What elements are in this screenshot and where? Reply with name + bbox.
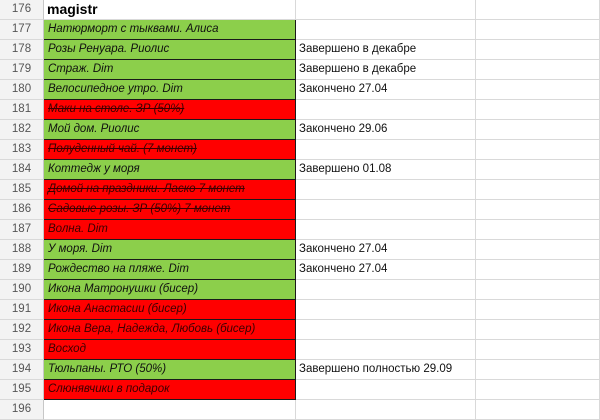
table-row (0, 200, 600, 220)
project-cell[interactable]: Домой на праздники. Ласко 7 монет (44, 180, 296, 200)
row-number[interactable]: 195 (0, 380, 44, 400)
project-cell[interactable]: Велосипедное утро. Dim (44, 80, 296, 100)
row-number[interactable]: 187 (0, 220, 44, 240)
status-cell[interactable] (296, 0, 476, 20)
empty-cell[interactable] (476, 260, 600, 280)
row-number[interactable]: 183 (0, 140, 44, 160)
table-row (0, 160, 600, 180)
status-cell[interactable]: Завершено 01.08 (296, 160, 476, 180)
row-number[interactable]: 193 (0, 340, 44, 360)
table-row (0, 40, 600, 60)
row-number[interactable]: 188 (0, 240, 44, 260)
project-cell[interactable]: Страж. Dim (44, 60, 296, 80)
empty-cell[interactable] (476, 200, 600, 220)
section-title-cell[interactable]: magistr (44, 0, 296, 20)
empty-cell[interactable] (476, 140, 600, 160)
row-number[interactable]: 190 (0, 280, 44, 300)
table-row (0, 340, 600, 360)
status-cell[interactable] (296, 100, 476, 120)
empty-cell[interactable] (476, 20, 600, 40)
project-cell[interactable]: У моря. Dim (44, 240, 296, 260)
row-number[interactable]: 192 (0, 320, 44, 340)
table-row (0, 100, 600, 120)
empty-cell[interactable] (476, 100, 600, 120)
project-cell[interactable]: Мой дом. Риолис (44, 120, 296, 140)
status-cell[interactable] (296, 400, 476, 420)
project-cell[interactable]: Икона Матронушки (бисер) (44, 280, 296, 300)
project-cell[interactable] (44, 400, 296, 420)
empty-cell[interactable] (476, 400, 600, 420)
row-number[interactable]: 177 (0, 20, 44, 40)
project-cell[interactable]: Рождество на пляже. Dim (44, 260, 296, 280)
table-row (0, 20, 600, 40)
table-row (0, 80, 600, 100)
empty-cell[interactable] (476, 300, 600, 320)
project-cell[interactable]: Икона Анастасии (бисер) (44, 300, 296, 320)
empty-cell[interactable] (476, 40, 600, 60)
status-cell[interactable]: Завершено в декабре (296, 60, 476, 80)
status-cell[interactable] (296, 140, 476, 160)
table-row (0, 260, 600, 280)
project-cell[interactable]: Садовые розы. ЗР (50%) 7 монет (44, 200, 296, 220)
row-number[interactable]: 194 (0, 360, 44, 380)
empty-cell[interactable] (476, 360, 600, 380)
row-number[interactable]: 179 (0, 60, 44, 80)
empty-cell[interactable] (476, 280, 600, 300)
empty-cell[interactable] (476, 240, 600, 260)
status-cell[interactable] (296, 320, 476, 340)
table-row (0, 240, 600, 260)
status-cell[interactable]: Закончено 27.04 (296, 260, 476, 280)
row-number[interactable]: 180 (0, 80, 44, 100)
status-cell[interactable]: Закончено 29.06 (296, 120, 476, 140)
row-number[interactable]: 185 (0, 180, 44, 200)
row-number[interactable]: 189 (0, 260, 44, 280)
row-number[interactable]: 176 (0, 0, 44, 20)
project-cell[interactable]: Коттедж у моря (44, 160, 296, 180)
table-row (0, 300, 600, 320)
empty-cell[interactable] (476, 80, 600, 100)
table-row (0, 280, 600, 300)
status-cell[interactable] (296, 280, 476, 300)
status-cell[interactable] (296, 180, 476, 200)
table-row (0, 360, 600, 380)
project-cell[interactable]: Маки на столе. ЗР (50%) (44, 100, 296, 120)
empty-cell[interactable] (476, 320, 600, 340)
table-row (0, 60, 600, 80)
table-row (0, 120, 600, 140)
status-cell[interactable] (296, 220, 476, 240)
project-cell[interactable]: Полуденный чай. (7 монет) (44, 140, 296, 160)
empty-cell[interactable] (476, 120, 600, 140)
row-number[interactable]: 196 (0, 400, 44, 420)
project-cell[interactable]: Тюльпаны. РТО (50%) (44, 360, 296, 380)
row-number[interactable]: 178 (0, 40, 44, 60)
project-cell[interactable]: Волна. Dim (44, 220, 296, 240)
project-cell[interactable]: Натюрморт с тыквами. Алиса (44, 20, 296, 40)
empty-cell[interactable] (476, 340, 600, 360)
project-cell[interactable]: Слюнявчики в подарок (44, 380, 296, 400)
project-cell[interactable]: Икона Вера, Надежда, Любовь (бисер) (44, 320, 296, 340)
table-row (0, 180, 600, 200)
status-cell[interactable]: Завершено полностью 29.09 (296, 360, 476, 380)
row-number[interactable]: 182 (0, 120, 44, 140)
table-row (0, 320, 600, 340)
status-cell[interactable] (296, 200, 476, 220)
row-number[interactable]: 191 (0, 300, 44, 320)
status-cell[interactable] (296, 340, 476, 360)
row-number[interactable]: 186 (0, 200, 44, 220)
status-cell[interactable] (296, 380, 476, 400)
empty-cell[interactable] (476, 160, 600, 180)
empty-cell[interactable] (476, 180, 600, 200)
status-cell[interactable] (296, 300, 476, 320)
table-row (0, 220, 600, 240)
empty-cell[interactable] (476, 0, 600, 20)
row-number[interactable]: 184 (0, 160, 44, 180)
table-row (0, 400, 600, 420)
empty-cell[interactable] (476, 220, 600, 240)
row-number[interactable]: 181 (0, 100, 44, 120)
empty-cell[interactable] (476, 380, 600, 400)
table-row (0, 380, 600, 400)
project-cell[interactable]: Розы Ренуара. Риолис (44, 40, 296, 60)
status-cell[interactable] (296, 20, 476, 40)
header-row (0, 0, 600, 20)
table-row (0, 140, 600, 160)
project-cell[interactable]: Восход (44, 340, 296, 360)
status-cell[interactable]: Закончено 27.04 (296, 80, 476, 100)
empty-cell[interactable] (476, 60, 600, 80)
status-cell[interactable]: Закончено 27.04 (296, 240, 476, 260)
status-cell[interactable]: Завершено в декабре (296, 40, 476, 60)
